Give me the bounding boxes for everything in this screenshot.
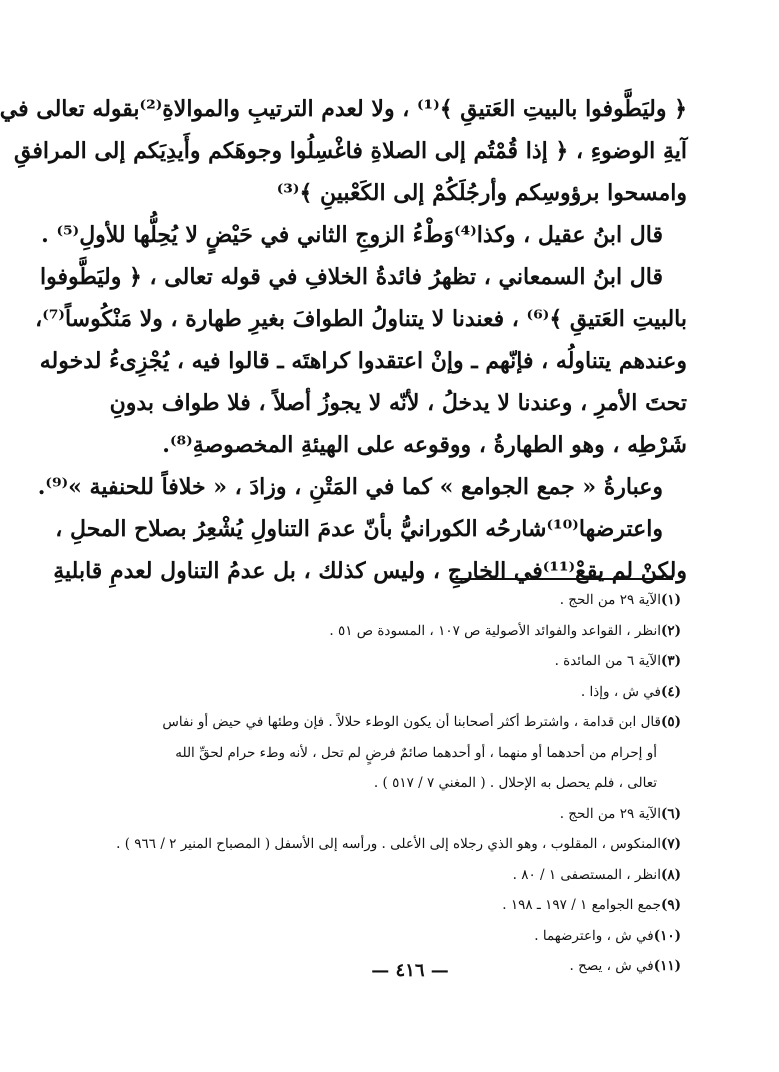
footnote-number: (٦) <box>660 805 681 822</box>
footnote-continuation <box>129 768 681 799</box>
footnote-text: انظر ، القواعد والفوائد الأصولية ص ١٠٧ ، المسودة ص ٥١ . <box>329 622 661 639</box>
footnote-continuation <box>129 738 681 769</box>
footnote <box>129 585 681 616</box>
footnote-number: (٢) <box>660 622 681 639</box>
footnote <box>129 616 681 647</box>
footnote-number: (٤) <box>660 683 681 700</box>
footnote-number: (٣) <box>660 653 681 669</box>
footnote-number: (١) <box>660 592 681 608</box>
footnote <box>129 677 681 708</box>
footnote-text: في ش ، واعترضهما . <box>534 927 654 944</box>
footnote-text: الآية ٢٩ من الحج . <box>559 592 661 608</box>
footnote-text: تعالى ، فلم يحصل به الإحلال . ( المغني ٧ / ٥١٧ ) . <box>373 775 657 791</box>
footnote-number: (٧) <box>660 836 681 852</box>
text-line: شَرْطِه ، وهو الطهارةُ ، ووقوعه على الهيئةِ المخصوصةِ⁽⁸⁾. <box>162 432 687 458</box>
footnote-text: انظر ، المستصفى ١ / ٨٠ . <box>512 866 661 883</box>
footnote-text: جمع الجوامع ١ / ١٩٧ ـ ١٩٨ . <box>502 897 661 913</box>
text-line: ﴿ وليَطَّوفوا بالبيتِ العَتيقِ ﴾⁽¹⁾ ، ولا لعدم الترتيبِ والموالاةِ⁽²⁾بقوله تعالى في <box>0 96 687 122</box>
text-line: وعبارةُ « جمع الجوامع » كما في المَتْنِ ، وزادَ ، « خلافاً للحنفية »⁽⁹⁾. <box>37 474 663 500</box>
text-line: قال ابنُ السمعاني ، تظهرُ فائدةُ الخلافِ في قوله تعالى ، ﴿ وليَطَّوفوا <box>39 264 663 290</box>
text-line: وامسحوا برؤوسِكم وأرجُلَكُمْ إلى الكَعْبينِ ﴾⁽³⁾ <box>276 180 687 206</box>
text-line: بالبيتِ العَتيقِ ﴾⁽⁶⁾ ، فعندنا لا يتناولُ الطوافَ بغيرِ طهارة ، ولا مَنْكُوساً⁽⁷⁾، <box>35 306 687 332</box>
text-line: وعندهم يتناولُه ، فإنّهم ـ وإنْ اعتقدوا كراهتَه ـ قالوا فيه ، يُجْزِىءُ لدخوله <box>39 348 687 374</box>
footnote <box>129 890 681 921</box>
footnote-separator <box>450 578 673 580</box>
footnote-text: في ش ، يصح . <box>569 958 654 974</box>
text-line: تحتَ الأمرِ ، وعندنا لا يدخلُ ، لأنّه لا يجوزُ أصلاً ، فلا طواف بدونِ <box>109 390 687 416</box>
text-line: ولكنْ لم يقعْ⁽¹¹⁾في الخارجِ ، وليس كذلك ، بل عدمُ التناول لعدمِ قابليةِ <box>53 558 687 584</box>
footnote-number: (١٠) <box>653 927 681 944</box>
footnote-number: (٥) <box>660 714 681 730</box>
footnote-text: أو إحرام من أحدهما أو منهما ، أو أحدهما صائمٌ فرضٍ لم تحل ، لأنه وطء حرام لحقِّ الله <box>175 744 657 761</box>
footnote-text: المنكوس ، المقلوب ، وهو الذي رجلاه إلى الأعلى . ورأسه إلى الأسفل ( المصباح المنير ٢ / ٩٦٦ ) . <box>116 836 661 852</box>
footnote-number: (٩) <box>660 897 681 913</box>
text-line: آيةِ الوضوءِ ، ﴿ إذا قُمْتُم إلى الصلاةِ فاغْسِلُوا وجوهَكم وأَيدِيَكم إلى المرافقِ <box>14 138 687 164</box>
footnote-text: الآية ٦ من المائدة . <box>554 653 661 669</box>
footnote <box>116 829 681 860</box>
footnote <box>129 799 681 830</box>
text-line: واعترضها⁽¹⁰⁾شارحُه الكورانيُّ بأنّ عدمَ التناولِ يُشْعِرُ بصلاح المحلِ ، <box>55 516 663 542</box>
footnote-text: في ش ، وإذا . <box>580 683 661 700</box>
footnote-text: قال ابن قدامة ، واشترط أكثر أصحابنا أن يكون الوطء حلالاً . فإن وطئها في حيض أو نفاس <box>162 714 661 730</box>
text-line: قال ابنُ عقيل ، وكذا⁽⁴⁾وَطْءُ الزوجِ الثاني في حَيْضٍ لا يُحِلُّها للأولِ⁽⁵⁾ . <box>41 222 663 248</box>
footnote <box>129 921 681 952</box>
footnotes <box>116 585 681 982</box>
page-number: — ٤١٦ — <box>371 960 449 981</box>
footnote-number: (٨) <box>660 866 681 883</box>
main-text <box>0 88 687 592</box>
footnote <box>129 860 681 891</box>
footnote <box>129 646 681 677</box>
footnote-number: (١١) <box>653 958 681 974</box>
footnote-text: الآية ٢٩ من الحج . <box>559 805 661 822</box>
footnote <box>129 707 681 738</box>
